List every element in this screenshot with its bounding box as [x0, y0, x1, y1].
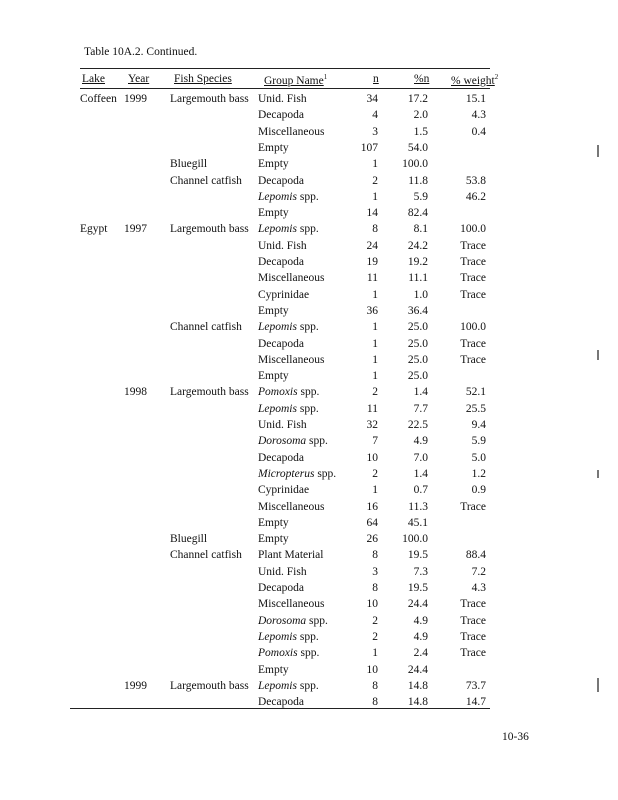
percent-weight-cell: 52.1 [465, 386, 486, 399]
percent-n-cell: 100.0 [402, 158, 428, 171]
header-lake: Lake [82, 73, 105, 85]
page-number: 10-36 [502, 731, 529, 743]
table-row [0, 175, 618, 191]
percent-weight-cell: Trace [460, 598, 486, 611]
year-cell: 1999 [124, 93, 147, 105]
n-cell: 1 [372, 484, 378, 497]
top-rule [80, 68, 490, 69]
table-row [0, 501, 618, 517]
n-cell: 11 [366, 402, 378, 415]
n-cell: 1 [372, 353, 378, 366]
group-name-cell: Lepomis spp. [258, 679, 319, 692]
percent-weight-cell: Trace [460, 500, 486, 513]
table-row [0, 533, 618, 549]
percent-n-cell: 25.0 [407, 337, 428, 350]
table-row [0, 126, 618, 142]
percent-weight-cell: 73.7 [465, 679, 486, 692]
percent-n-cell: 36.4 [407, 304, 428, 317]
table-row [0, 647, 618, 663]
percent-weight-cell: 9.4 [471, 419, 486, 431]
table-row [0, 338, 618, 354]
n-cell: 1 [372, 158, 378, 171]
group-name-cell: Decapoda [258, 109, 304, 122]
group-name-cell: Decapoda [258, 451, 304, 464]
percent-weight-cell: Trace [460, 337, 486, 350]
percent-n-cell: 14.8 [407, 696, 428, 709]
fish-species-cell: Channel catfish [170, 549, 242, 562]
n-cell: 1 [372, 647, 378, 660]
percent-n-cell: 4.9 [413, 435, 428, 448]
header-percent-weight [451, 73, 498, 87]
percent-n-cell: 7.0 [413, 451, 428, 464]
percent-n-cell: 4.9 [413, 630, 428, 643]
percent-n-cell: 5.9 [413, 190, 428, 203]
group-name-cell: Empty [258, 158, 289, 171]
fish-species-cell: Channel catfish [170, 321, 242, 334]
group-name-cell: Miscellaneous [258, 125, 325, 138]
group-name-cell: Unid. Fish [258, 239, 307, 252]
group-name-cell: Pomoxis spp. [258, 647, 320, 660]
n-cell: 2 [372, 386, 378, 399]
n-cell: 2 [372, 174, 378, 187]
lake-cell: Coffeen [80, 93, 117, 105]
percent-weight-cell: 100.0 [460, 223, 486, 236]
percent-weight-cell: 0.4 [471, 125, 486, 138]
header-n: n [373, 73, 379, 85]
margin-mark [597, 470, 599, 478]
n-cell: 8 [372, 549, 378, 562]
percent-weight-cell: 1.2 [471, 467, 486, 480]
percent-weight-cell: 100.0 [460, 321, 486, 334]
group-name-cell: Micropterus spp. [258, 467, 337, 480]
table-row [0, 191, 618, 207]
table-row [0, 272, 618, 288]
percent-weight-cell: 88.4 [465, 549, 486, 562]
header-group-name-text: Group Name [264, 74, 324, 87]
group-name-cell: Unid. Fish [258, 419, 307, 431]
table-row [0, 158, 618, 174]
fish-species-cell: Bluegill [170, 158, 208, 171]
lake-cell: Egypt [80, 223, 108, 236]
fish-species-cell: Largemouth bass [170, 679, 249, 692]
n-cell: 1 [372, 190, 378, 203]
group-name-cell: Unid. Fish [258, 565, 307, 578]
n-cell: 2 [372, 630, 378, 643]
group-name-cell: Pomoxis spp. [258, 386, 320, 399]
header-weight-footnote: 2 [494, 73, 499, 81]
table-row [0, 435, 618, 451]
fish-species-cell: Largemouth bass [170, 223, 249, 236]
percent-n-cell: 14.8 [407, 679, 428, 692]
group-name-cell: Miscellaneous [258, 598, 325, 611]
table-row [0, 566, 618, 582]
table-row [0, 598, 618, 614]
percent-weight-cell: 5.0 [471, 451, 486, 464]
n-cell: 32 [366, 419, 378, 431]
n-cell: 2 [372, 614, 378, 627]
fish-species-cell: Channel catfish [170, 174, 242, 187]
table-row [0, 93, 618, 109]
percent-n-cell: 45.1 [407, 516, 428, 529]
group-name-cell: Miscellaneous [258, 272, 325, 285]
n-cell: 10 [366, 663, 378, 676]
n-cell: 19 [366, 256, 378, 268]
table-row [0, 142, 618, 158]
table-row [0, 452, 618, 468]
table-row [0, 582, 618, 598]
group-name-cell: Miscellaneous [258, 353, 325, 366]
percent-n-cell: 1.0 [413, 288, 428, 301]
percent-n-cell: 2.0 [413, 109, 428, 122]
group-name-cell: Lepomis spp. [258, 630, 319, 643]
table-row [0, 321, 618, 337]
percent-n-cell: 11.3 [408, 500, 428, 513]
n-cell: 8 [372, 679, 378, 692]
n-cell: 3 [372, 125, 378, 138]
percent-weight-cell: Trace [460, 239, 486, 252]
table-row [0, 305, 618, 321]
n-cell: 16 [366, 500, 378, 513]
group-name-cell: Empty [258, 207, 289, 220]
fish-species-cell: Largemouth bass [170, 93, 249, 105]
table-caption: Table 10A.2. Continued. [84, 46, 198, 58]
group-name-cell: Dorosoma spp. [258, 614, 328, 627]
table-row [0, 109, 618, 125]
n-cell: 2 [372, 467, 378, 480]
percent-n-cell: 100.0 [402, 533, 428, 546]
percent-n-cell: 25.0 [407, 321, 428, 334]
n-cell: 36 [366, 304, 378, 317]
percent-n-cell: 4.9 [413, 614, 428, 627]
group-name-cell: Plant Material [258, 549, 324, 562]
bottom-rule [70, 708, 490, 709]
group-name-cell: Lepomis spp. [258, 402, 319, 415]
percent-weight-cell: Trace [460, 288, 486, 301]
percent-n-cell: 19.2 [407, 256, 428, 268]
group-name-cell: Decapoda [258, 696, 304, 709]
n-cell: 7 [372, 435, 378, 448]
n-cell: 34 [366, 93, 378, 105]
group-name-cell: Empty [258, 141, 289, 154]
group-name-cell: Decapoda [258, 337, 304, 350]
table-row [0, 680, 618, 696]
group-name-cell: Empty [258, 370, 289, 383]
percent-n-cell: 7.3 [413, 565, 428, 578]
percent-n-cell: 22.5 [407, 419, 428, 431]
table-row [0, 240, 618, 256]
group-name-cell: Empty [258, 533, 289, 546]
percent-weight-cell: 4.3 [471, 582, 486, 594]
table-row [0, 615, 618, 631]
table-row [0, 403, 618, 419]
n-cell: 8 [372, 582, 378, 594]
year-cell: 1998 [124, 386, 147, 399]
percent-n-cell: 19.5 [407, 549, 428, 562]
percent-weight-cell: 7.2 [471, 565, 486, 578]
group-name-cell: Decapoda [258, 174, 304, 187]
table-row [0, 484, 618, 500]
group-name-cell: Empty [258, 516, 289, 529]
percent-weight-cell: Trace [460, 630, 486, 643]
n-cell: 1 [372, 337, 378, 350]
percent-weight-cell: Trace [460, 272, 486, 285]
year-cell: 1999 [124, 679, 147, 692]
n-cell: 8 [372, 696, 378, 709]
percent-n-cell: 11.8 [408, 174, 428, 187]
group-name-cell: Cyprinidae [258, 484, 310, 497]
percent-weight-cell: Trace [460, 614, 486, 627]
n-cell: 1 [372, 321, 378, 334]
margin-mark [597, 350, 599, 360]
header-fish-species: Fish Species [174, 73, 232, 85]
table-row [0, 207, 618, 223]
n-cell: 64 [366, 516, 378, 529]
percent-weight-cell: 4.3 [471, 109, 486, 122]
group-name-cell: Lepomis spp. [258, 190, 319, 203]
header-group-name [264, 73, 327, 87]
group-name-cell: Miscellaneous [258, 500, 325, 513]
percent-weight-cell: Trace [460, 647, 486, 660]
n-cell: 8 [372, 223, 378, 236]
table-row [0, 256, 618, 272]
group-name-cell: Dorosoma spp. [258, 435, 328, 448]
percent-weight-cell: 0.9 [471, 484, 486, 497]
table-row [0, 289, 618, 305]
group-name-cell: Lepomis spp. [258, 321, 319, 334]
n-cell: 1 [372, 288, 378, 301]
percent-weight-cell: 46.2 [465, 190, 486, 203]
percent-n-cell: 7.7 [413, 402, 428, 415]
table-row [0, 549, 618, 565]
percent-weight-cell: 15.1 [465, 93, 486, 105]
percent-n-cell: 24.4 [407, 598, 428, 611]
n-cell: 24 [366, 239, 378, 252]
table-row [0, 354, 618, 370]
percent-n-cell: 0.7 [413, 484, 428, 497]
percent-weight-cell: 53.8 [465, 174, 486, 187]
n-cell: 10 [366, 598, 378, 611]
header-year: Year [128, 73, 150, 85]
table-row [0, 468, 618, 484]
margin-mark [597, 145, 599, 157]
percent-n-cell: 24.2 [407, 239, 428, 252]
margin-mark [597, 678, 599, 692]
percent-n-cell: 1.5 [413, 125, 428, 138]
n-cell: 4 [372, 109, 378, 122]
percent-n-cell: 82.4 [407, 207, 428, 220]
percent-weight-cell: 25.5 [465, 402, 486, 415]
percent-weight-cell: 5.9 [471, 435, 486, 448]
group-name-cell: Decapoda [258, 256, 304, 268]
header-group-footnote: 1 [323, 73, 328, 81]
table-row [0, 517, 618, 533]
percent-n-cell: 24.4 [407, 663, 428, 676]
percent-n-cell: 2.4 [413, 647, 428, 660]
table-row [0, 386, 618, 402]
percent-weight-cell: Trace [460, 353, 486, 366]
n-cell: 26 [366, 533, 378, 546]
table-row [0, 370, 618, 386]
percent-n-cell: 25.0 [407, 370, 428, 383]
percent-n-cell: 1.4 [413, 467, 428, 480]
n-cell: 1 [372, 370, 378, 383]
n-cell: 107 [360, 141, 378, 154]
group-name-cell: Lepomis spp. [258, 223, 319, 236]
group-name-cell: Cyprinidae [258, 288, 310, 301]
fish-species-cell: Largemouth bass [170, 386, 249, 399]
header-rule [80, 88, 490, 89]
table-row [0, 696, 618, 712]
n-cell: 14 [366, 207, 378, 220]
group-name-cell: Decapoda [258, 582, 304, 594]
fish-species-cell: Bluegill [170, 533, 208, 546]
percent-n-cell: 25.0 [407, 353, 428, 366]
percent-weight-cell: 14.7 [465, 696, 486, 709]
table-row [0, 664, 618, 680]
header-percent-n: %n [414, 73, 430, 85]
percent-n-cell: 11.1 [408, 272, 428, 285]
n-cell: 3 [372, 565, 378, 578]
table-row [0, 419, 618, 435]
percent-n-cell: 19.5 [407, 582, 428, 594]
group-name-cell: Unid. Fish [258, 93, 307, 105]
percent-n-cell: 17.2 [407, 93, 428, 105]
percent-n-cell: 8.1 [413, 223, 428, 236]
year-cell: 1997 [124, 223, 147, 236]
header-percent-weight-text: % weight [451, 74, 495, 87]
n-cell: 11 [366, 272, 378, 285]
percent-weight-cell: Trace [460, 256, 486, 268]
n-cell: 10 [366, 451, 378, 464]
group-name-cell: Empty [258, 304, 289, 317]
table-row [0, 223, 618, 239]
table-row [0, 631, 618, 647]
percent-n-cell: 1.4 [413, 386, 428, 399]
percent-n-cell: 54.0 [407, 141, 428, 154]
group-name-cell: Empty [258, 663, 289, 676]
